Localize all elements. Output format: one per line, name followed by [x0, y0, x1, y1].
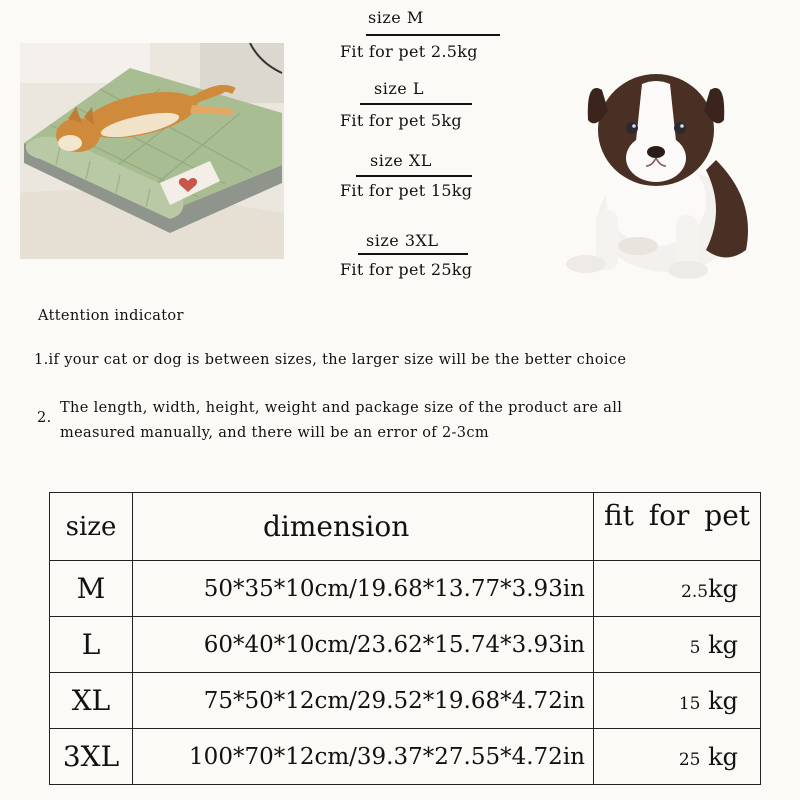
attention-note-1: 1.if your cat or dog is between sizes, the larger size will be the better choice — [34, 352, 627, 368]
table-row — [50, 561, 761, 617]
fit-value: 5 — [689, 637, 701, 658]
size-list-fit-text: Fit for pet 5kg — [340, 111, 462, 130]
table-header-row — [50, 493, 761, 561]
fit-unit: kg — [700, 630, 738, 659]
attention-note-2-line-1: The length, width, height, weight and package size of the product are all — [60, 400, 623, 416]
size-list-underline — [360, 103, 472, 105]
size-table — [49, 492, 761, 785]
size-list-underline — [356, 175, 472, 177]
pet-bed-illustration — [20, 43, 284, 259]
cell-fit — [594, 729, 761, 785]
table-row — [50, 617, 761, 673]
size-list-item — [340, 8, 530, 68]
fit-unit: kg — [700, 742, 738, 771]
size-list-size-label: size L — [374, 79, 424, 98]
cell-size: L — [50, 617, 133, 673]
table-row — [50, 729, 761, 785]
size-list-size-label: size M — [368, 8, 424, 27]
size-list-item — [340, 151, 530, 211]
pet-bed-photo — [20, 43, 284, 259]
size-list-underline — [358, 253, 468, 255]
size-list-item — [340, 79, 530, 139]
size-list-size-label: size 3XL — [366, 231, 439, 250]
attention-note-2-line-2: measured manually, and there will be an error of 2-3cm — [60, 425, 489, 441]
size-list-fit-text: Fit for pet 25kg — [340, 260, 473, 279]
cell-size: XL — [50, 673, 133, 729]
fit-unit: kg — [700, 686, 738, 715]
cell-fit — [594, 673, 761, 729]
size-list-fit-text: Fit for pet 2.5kg — [340, 42, 478, 61]
cell-size: 3XL — [50, 729, 133, 785]
size-list-size-label: size XL — [370, 151, 432, 170]
attention-note-2-number: 2. — [37, 410, 52, 426]
cell-dimension: 60*40*10cm/23.62*15.74*3.93in — [133, 617, 594, 673]
puppy-photo — [556, 50, 766, 286]
table-row — [50, 673, 761, 729]
size-list-fit-text: Fit for pet 15kg — [340, 181, 473, 200]
size-list-item — [340, 231, 530, 291]
cell-size: M — [50, 561, 133, 617]
fit-unit: kg — [708, 574, 738, 603]
cell-fit — [594, 617, 761, 673]
header-size: size — [50, 493, 133, 561]
header-dimension: dimension — [133, 493, 594, 561]
cell-dimension: 50*35*10cm/19.68*13.77*3.93in — [133, 561, 594, 617]
cell-dimension: 100*70*12cm/39.37*27.55*4.72in — [133, 729, 594, 785]
attention-title: Attention indicator — [38, 308, 184, 324]
cell-dimension: 75*50*12cm/29.52*19.68*4.72in — [133, 673, 594, 729]
fit-value: 25 — [678, 749, 701, 770]
fit-value: 15 — [678, 693, 701, 714]
fit-value: 2.5 — [681, 581, 709, 602]
cell-fit — [594, 561, 761, 617]
size-list-underline — [366, 34, 500, 36]
header-fit-for-pet: fit for pet — [594, 493, 761, 561]
puppy-illustration — [556, 50, 766, 286]
